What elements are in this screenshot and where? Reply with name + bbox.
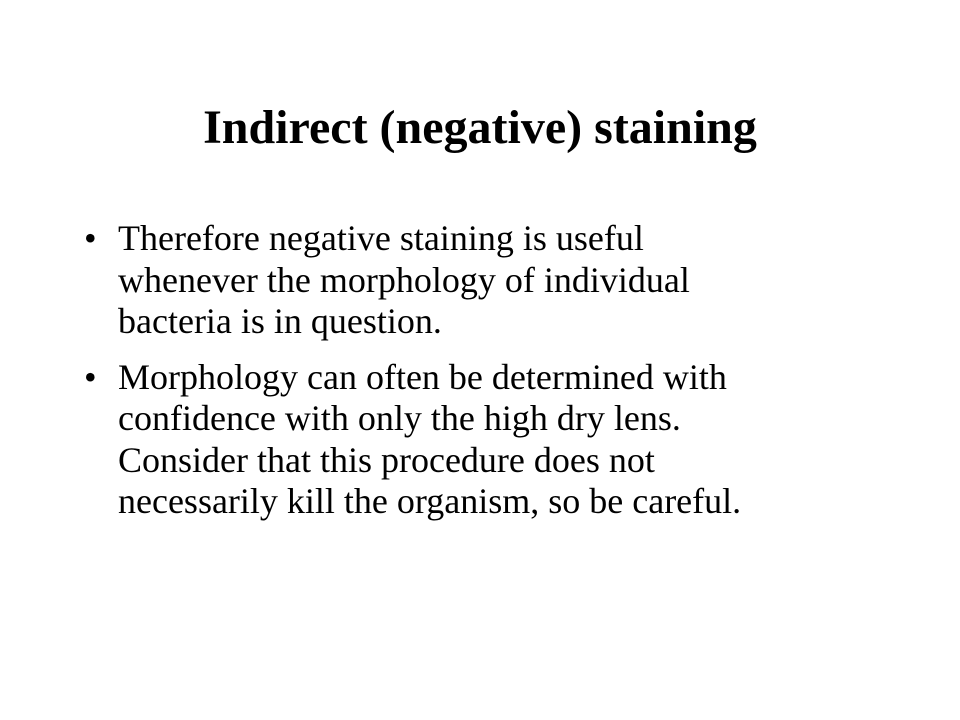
bullet-marker: • <box>84 218 97 258</box>
bullet-list <box>84 218 884 537</box>
bullet-item <box>84 357 884 523</box>
bullet-marker: • <box>84 356 97 397</box>
bullet-line: Consider that this procedure does not <box>118 439 655 480</box>
bullet-line: confidence with only the high dry lens. <box>118 398 681 438</box>
slide-title: Indirect (negative) staining <box>203 101 757 154</box>
bullet-line: Therefore negative staining is useful <box>118 218 644 258</box>
bullet-item <box>84 218 884 343</box>
bullet-line: Morphology can often be determined with <box>118 356 727 397</box>
bullet-line: necessarily kill the organism, so be careful. <box>118 481 742 521</box>
bullet-line: whenever the morphology of individual <box>118 259 690 300</box>
bullet-line: bacteria is in question. <box>118 301 442 341</box>
